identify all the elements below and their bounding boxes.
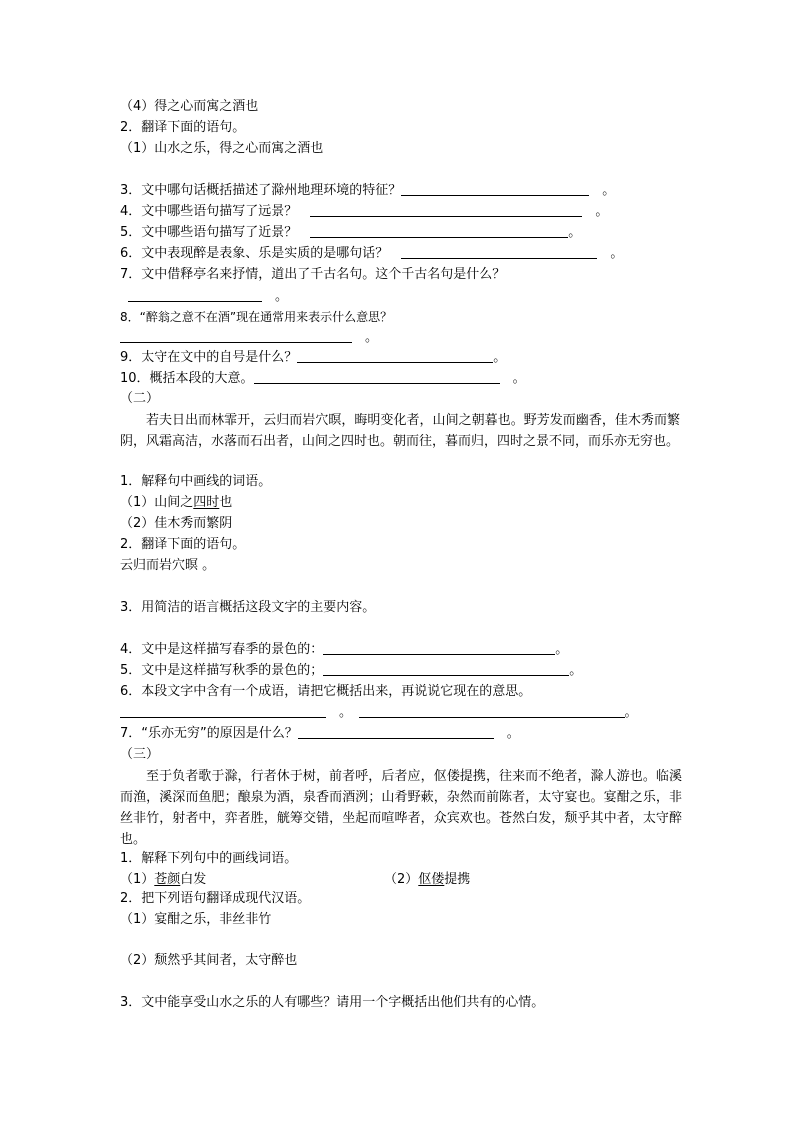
period: 。 [365,330,379,345]
question-4 [120,202,608,222]
question-text: 5．文中是这样描写秋季的景色的； [120,663,324,678]
underlined-word: 秀 [180,516,194,531]
item-prefix: （1）山间之 [120,495,194,510]
s2-question-2: 2．翻译下面的语句。 [120,537,246,552]
section-2-passage: 若夫日出而林霏开，云归而岩穴暝，晦明变化者，山间之朝暮也。野芳发而幽香，佳木秀而繁阴，风霜高洁，水落而石出者，山间之四时也。朝而往，暮而归，四时之景不同，而乐亦无穷也。 [120,413,680,449]
section-3-heading: （三） [120,747,160,762]
answer-blank[interactable] [120,328,352,343]
answer-blank[interactable] [359,703,625,718]
item-prefix: （2）佳木 [120,516,181,531]
question-text: 4．文中是这样描写春季的景色的： [120,642,324,657]
answer-blank[interactable] [323,661,569,676]
period: 。 [595,204,609,219]
question-3 [120,181,615,201]
item-prefix: （1） [120,872,155,887]
underlined-word: 四时 [193,495,220,510]
answer-blank[interactable] [120,703,326,718]
answer-blank[interactable] [297,348,493,363]
s2-question-6: 6．本段文字中含有一个成语，请把它概括出来，再说说它现在的意思。 [120,684,532,699]
s3-question-1-item-1 [120,870,206,890]
question-2-heading: 2．翻译下面的语句。 [120,120,246,135]
question-8-answer [120,328,378,348]
answer-blank[interactable] [401,181,589,196]
period: 。 [275,289,289,304]
s3-question-1-item-2 [384,870,470,890]
question-5 [120,223,581,243]
section-2-heading: （二） [120,391,160,406]
s2-question-5 [120,661,582,681]
s3-question-1: 1．解释下列句中的画线词语。 [120,851,298,866]
answer-blank[interactable] [310,223,568,238]
s2-question-7 [120,724,520,744]
s3-question-3: 3．文中能享受山水之乐的人有哪些？请用一个字概括出他们共有的心情。 [120,995,545,1010]
period: 。 [624,705,638,720]
s2-question-4 [120,640,568,660]
underlined-word: 苍颜 [154,872,181,887]
answer-blank[interactable] [254,369,500,384]
item-suffix: 也 [219,495,233,510]
s2-question-1-item-1 [120,493,232,513]
question-9 [120,348,506,368]
period: 。 [493,350,507,365]
s3-question-2-item-2: （2）颓然乎其间者，太守醉也 [120,953,298,968]
period: 。 [602,183,616,198]
s2-question-2-item: 云归而岩穴暝 。 [120,558,216,573]
s2-question-1: 1．解释句中画线的词语。 [120,474,272,489]
question-7: 7．文中借释亭名来抒情，道出了千古名句。这个千古名句是什么？ [120,267,506,282]
question-6 [120,244,623,264]
answer-blank[interactable] [298,724,494,739]
item-suffix: 白发 [180,872,207,887]
question-5-text: 5．文中哪些语句描写了近景？ [120,225,298,240]
underlined-word: 伛偻 [418,872,445,887]
question-3-text: 3．文中哪句话概括描述了滁州地理环境的特征？ [120,183,402,198]
question-10-text: 10．概括本段的大意。 [120,371,254,386]
answer-blank[interactable] [128,287,262,302]
sub-item-4: （4）得之心而寓之酒也 [120,99,259,114]
question-text: 7．“乐亦无穷”的原因是什么？ [120,726,298,741]
period: 。 [555,642,569,657]
question-7-answer [128,287,288,307]
period: 。 [568,225,582,240]
item-prefix: （2） [384,872,419,887]
period: 。 [506,726,520,741]
answer-blank[interactable] [401,244,597,259]
period: 。 [569,663,583,678]
item-suffix: 提携 [444,872,471,887]
period: 。 [512,371,526,386]
s2-question-1-item-2 [120,514,232,534]
item-suffix: 而繁阴 [193,516,233,531]
section-3-passage: 至于负者歌于滁，行者休于树，前者呼，后者应，伛偻提携，往来而不绝者，滁人游也。临溪而渔，溪深而鱼肥；酿泉为酒，泉香而酒洌；山肴野蔌，杂然而前陈者，太守宴也。宴酣之乐，非丝非竹，射者中，弈者胜，觥筹交错，坐起而喧哗者，众宾欢也。苍然白发，颓乎其中者，太守醉也。 [120,769,682,847]
s2-question-6-answers [120,703,638,723]
period: 。 [339,705,346,720]
question-4-text: 4．文中哪些语句描写了远景？ [120,204,298,219]
question-2-item-1: （1）山水之乐，得之心而寓之酒也 [120,141,324,156]
answer-blank[interactable] [323,640,555,655]
question-9-text: 9．太守在文中的自号是什么？ [120,350,298,365]
period: 。 [610,246,624,261]
question-8: 8．“醉翁之意不在酒”现在通常用来表示什么意思？ [120,310,393,324]
s3-question-2-item-1: （1）宴酣之乐，非丝非竹 [120,912,272,927]
s2-question-3: 3．用简洁的语言概括这段文字的主要内容。 [120,600,376,615]
question-10 [120,369,526,389]
answer-blank[interactable] [310,202,582,217]
question-6-text: 6．文中表现醉是表象、乐是实质的是哪句话？ [120,246,389,261]
s3-question-2: 2．把下列语句翻译成现代汉语。 [120,891,311,906]
